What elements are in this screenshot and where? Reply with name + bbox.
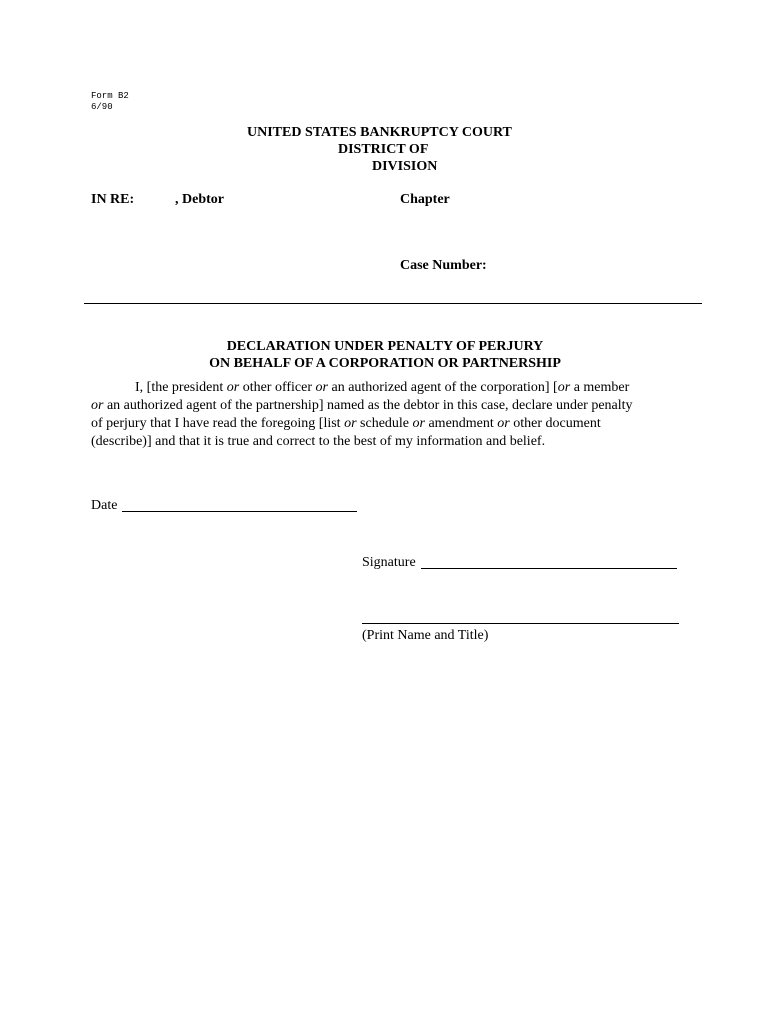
body-text: amendment bbox=[424, 416, 498, 431]
body-text-italic: or bbox=[557, 380, 571, 395]
in-re-label: IN RE: bbox=[91, 192, 135, 207]
district-label: DISTRICT OF bbox=[338, 142, 429, 157]
body-text: an authorized agent of the partnership] named as the debtor in this case, declare under penalty bbox=[103, 398, 633, 413]
body-text-italic: or bbox=[226, 380, 240, 395]
division-label: DIVISION bbox=[372, 159, 438, 174]
body-text-italic: or bbox=[315, 380, 328, 395]
body-text: other document bbox=[509, 416, 601, 431]
declaration-body bbox=[91, 379, 691, 451]
declaration-line-3 bbox=[91, 415, 691, 433]
body-text-italic: or bbox=[412, 416, 425, 431]
declaration-title-line2: ON BEHALF OF A CORPORATION OR PARTNERSHIP bbox=[209, 356, 561, 371]
chapter-label: Chapter bbox=[400, 192, 450, 207]
court-name: UNITED STATES BANKRUPTCY COURT bbox=[247, 125, 512, 140]
signature-line[interactable] bbox=[421, 555, 677, 569]
declaration-line-4: (describe)] and that it is true and correct to the best of my information and belief. bbox=[91, 434, 546, 449]
body-text: a member bbox=[570, 380, 630, 395]
date-label: Date bbox=[91, 498, 118, 513]
form-number: Form B2 bbox=[91, 91, 129, 101]
body-text: an authorized agent of the corporation] [ bbox=[327, 380, 558, 395]
date-line[interactable] bbox=[122, 498, 357, 512]
body-text-italic: or bbox=[91, 398, 104, 413]
print-name-label: (Print Name and Title) bbox=[362, 628, 489, 643]
body-text: schedule bbox=[356, 416, 413, 431]
body-text-italic: or bbox=[344, 416, 357, 431]
body-text: other officer bbox=[239, 380, 316, 395]
declaration-line-2 bbox=[91, 397, 691, 415]
signature-label: Signature bbox=[362, 555, 416, 570]
body-text-italic: or bbox=[497, 416, 510, 431]
form-revision-date: 6/90 bbox=[91, 102, 113, 112]
debtor-label: , Debtor bbox=[175, 192, 224, 207]
declaration-title-line1: DECLARATION UNDER PENALTY OF PERJURY bbox=[226, 339, 544, 354]
print-name-line[interactable] bbox=[362, 611, 679, 624]
declaration-line-1 bbox=[91, 379, 691, 397]
body-text: I, [the president bbox=[135, 380, 227, 395]
case-number-label: Case Number: bbox=[400, 258, 487, 273]
caption-divider bbox=[84, 303, 702, 304]
body-text: of perjury that I have read the foregoing [list bbox=[91, 416, 345, 431]
